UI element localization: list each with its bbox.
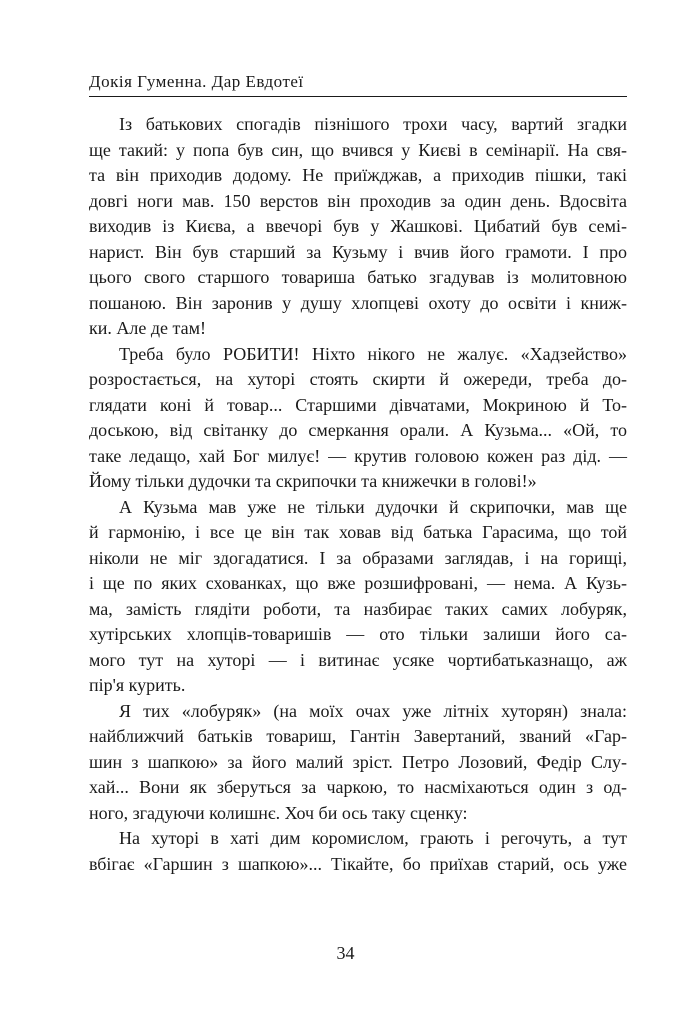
text-line: Треба було РОБИТИ! Ніхто нікого не жалує. «Хадзейство» xyxy=(119,343,627,364)
text-line: мого тут на хуторі — і витинає усяке чортибатьказнащо, аж xyxy=(89,649,627,670)
text-line: хай... Вони як зберуться за чаркою, то насміхаються один з од- xyxy=(89,777,627,797)
text-line: ма, замість глядіти роботи, та назбирає таких самих лобуряк, xyxy=(89,598,627,619)
text-line: й гармонію, і все це він так ховав від батька Гарасима, що той xyxy=(89,522,627,542)
page-number: 34 xyxy=(336,943,355,963)
text-line: таке ледащо, хай Бог милує! — крутив головою кожен раз дід. — xyxy=(89,445,627,466)
text-line: ного, згадуючи колишнє. Хоч би ось таку сценку: xyxy=(89,802,468,823)
running-head xyxy=(89,72,627,97)
text-line: розростається, на хуторі стоять скирти й ожереди, треба до- xyxy=(89,369,627,389)
text-line: доською, від світанку до смеркання орали. А Кузьма... «Ой, то xyxy=(89,420,627,440)
text-line: довгі ноги мав. 150 верстов він проходив за один день. Вдосвіта xyxy=(89,190,627,211)
text-line: А Кузьма мав уже не тільки дудочки й скрипочки, мав ще xyxy=(119,496,627,517)
text-line: та він приходив додому. Не приїжджав, а приходив пішки, такі xyxy=(89,165,627,185)
text-line: нарист. Він був старший за Кузьму і вчив його грамоти. І про xyxy=(89,241,627,262)
text-line: найближчий батьків товариш, Гантін Завертаний, званий «Гар- xyxy=(89,726,627,746)
text-line: пошаною. Він заронив у душу хлопцеві охоту до освіти і книж- xyxy=(89,292,627,313)
text-line: виходив із Києва, а ввечорі був у Жашкові. Цибатий був семі- xyxy=(89,216,627,236)
text-line: пір'я курить. xyxy=(89,675,186,695)
text-line: Йому тільки дудочки та скрипочки та книжечки в голові!» xyxy=(89,471,537,491)
text-line: цього свого старшого товариша батько згадував із молитовною xyxy=(89,267,627,287)
text-line: глядати коні й товар... Старшими дівчатами, Мокриною й То- xyxy=(89,394,627,415)
text-line: На хуторі в хаті дим коромислом, грають і регочуть, а тут xyxy=(119,828,627,848)
text-line: і ще по яких схованках, що вже розшифровані, — нема. А Кузь- xyxy=(89,573,627,593)
text-line: шин з шапкою» за його малий зріст. Петро Лозовий, Федір Слу- xyxy=(89,751,627,772)
text-line: Я тих «лобуряк» (на моїх очах уже літніх хуторян) знала: xyxy=(119,700,627,721)
text-line: ніколи не міг здогадатися. І за образами заглядав, і на горищі, xyxy=(89,547,627,568)
text-line: вбігає «Гаршин з шапкою»... Тікайте, бо приїхав старий, ось уже xyxy=(89,853,627,874)
running-title: Докія Гуменна. Дар Евдотеї xyxy=(89,72,304,91)
text-line: ще такий: у попа був син, що вчився у Києві в семінарії. На свя- xyxy=(89,139,627,160)
body-text xyxy=(89,112,627,877)
text-line: Із батькових спогадів пізнішого трохи часу, вартий згадки xyxy=(119,114,627,134)
text-line: хутірських хлопців-товаришів — ото тільки залиши його са- xyxy=(89,624,627,644)
text-line: ки. Але де там! xyxy=(89,318,206,338)
